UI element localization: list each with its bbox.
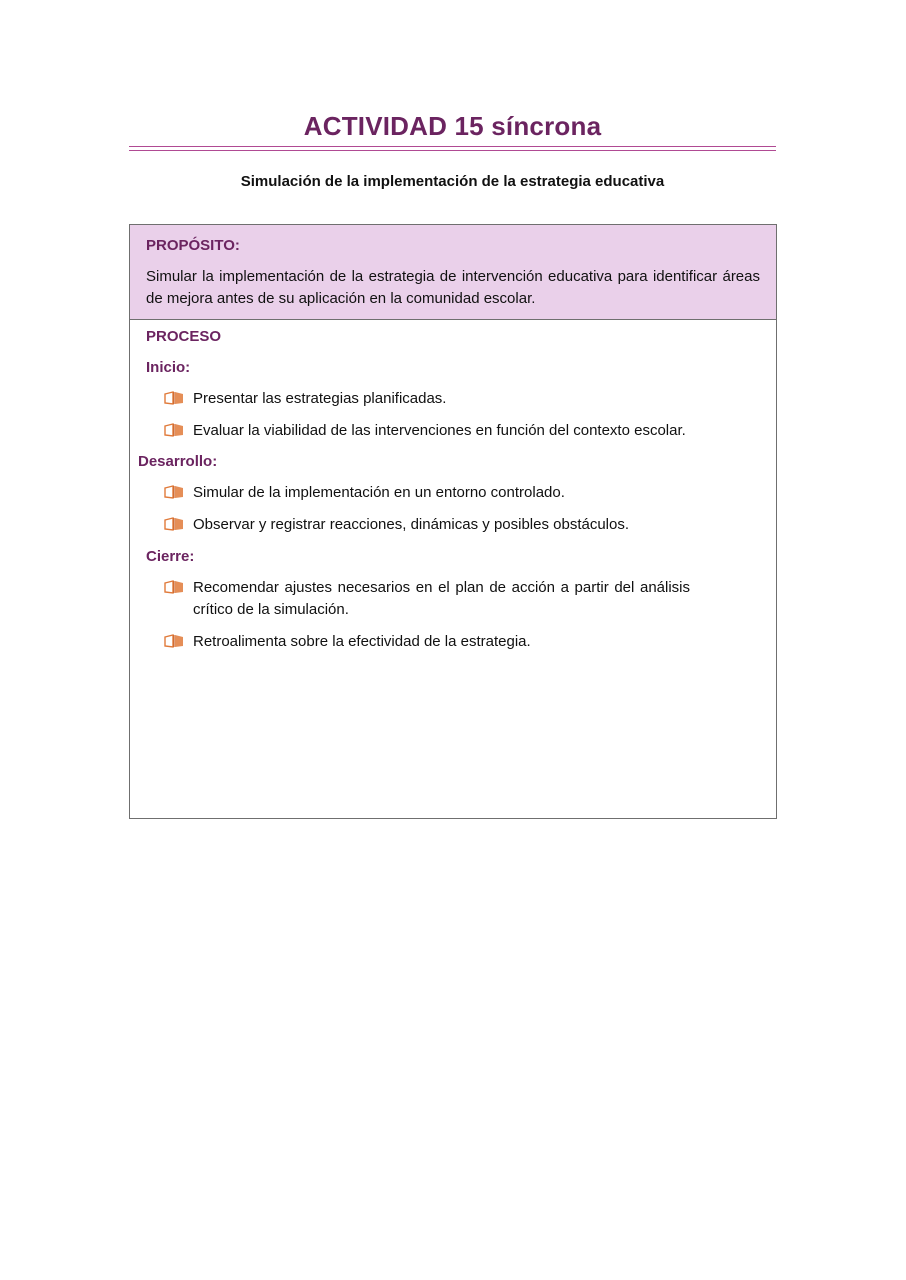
purpose-heading: PROPÓSITO: — [146, 237, 240, 254]
list-item-text: Recomendar ajustes necesarios en el plan de acción a partir del análisis crítico de la simulación. — [193, 579, 690, 618]
book-bullet-icon — [164, 422, 184, 436]
book-bullet-icon — [164, 633, 184, 647]
title-underline-top — [129, 146, 776, 147]
process-heading: PROCESO — [146, 328, 222, 345]
page-title: ACTIVIDAD 15 síncrona — [303, 111, 602, 141]
list-item — [164, 388, 724, 410]
purpose-section — [130, 225, 776, 320]
list-item — [164, 631, 724, 653]
cierre-heading: Cierre: — [146, 548, 195, 565]
list-item — [164, 482, 724, 504]
book-bullet-icon — [164, 390, 184, 404]
list-item-text: Simular de la implementación en un entorno controlado. — [193, 484, 565, 501]
list-item — [164, 577, 724, 621]
inicio-heading: Inicio: — [146, 359, 191, 376]
desarrollo-heading: Desarrollo: — [138, 453, 218, 470]
title-underline-bottom — [129, 150, 776, 151]
page-subtitle: Simulación de la implementación de la estrategia educativa — [240, 173, 665, 190]
list-item — [164, 514, 724, 536]
list-item — [164, 420, 724, 442]
list-item-text: Presentar las estrategias planificadas. — [193, 390, 447, 407]
book-bullet-icon — [164, 516, 184, 530]
purpose-text: Simular la implementación de la estrategia de intervención educativa para identificar áreas de mejora antes de su aplicación en la comunidad escolar. — [146, 268, 760, 307]
list-item-text: Retroalimenta sobre la efectividad de la estrategia. — [193, 633, 531, 650]
activity-box — [129, 224, 777, 819]
book-bullet-icon — [164, 579, 184, 593]
book-bullet-icon — [164, 484, 184, 498]
list-item-text: Observar y registrar reacciones, dinámicas y posibles obstáculos. — [193, 516, 630, 533]
list-item-text: Evaluar la viabilidad de las intervenciones en función del contexto escolar. — [193, 422, 686, 439]
